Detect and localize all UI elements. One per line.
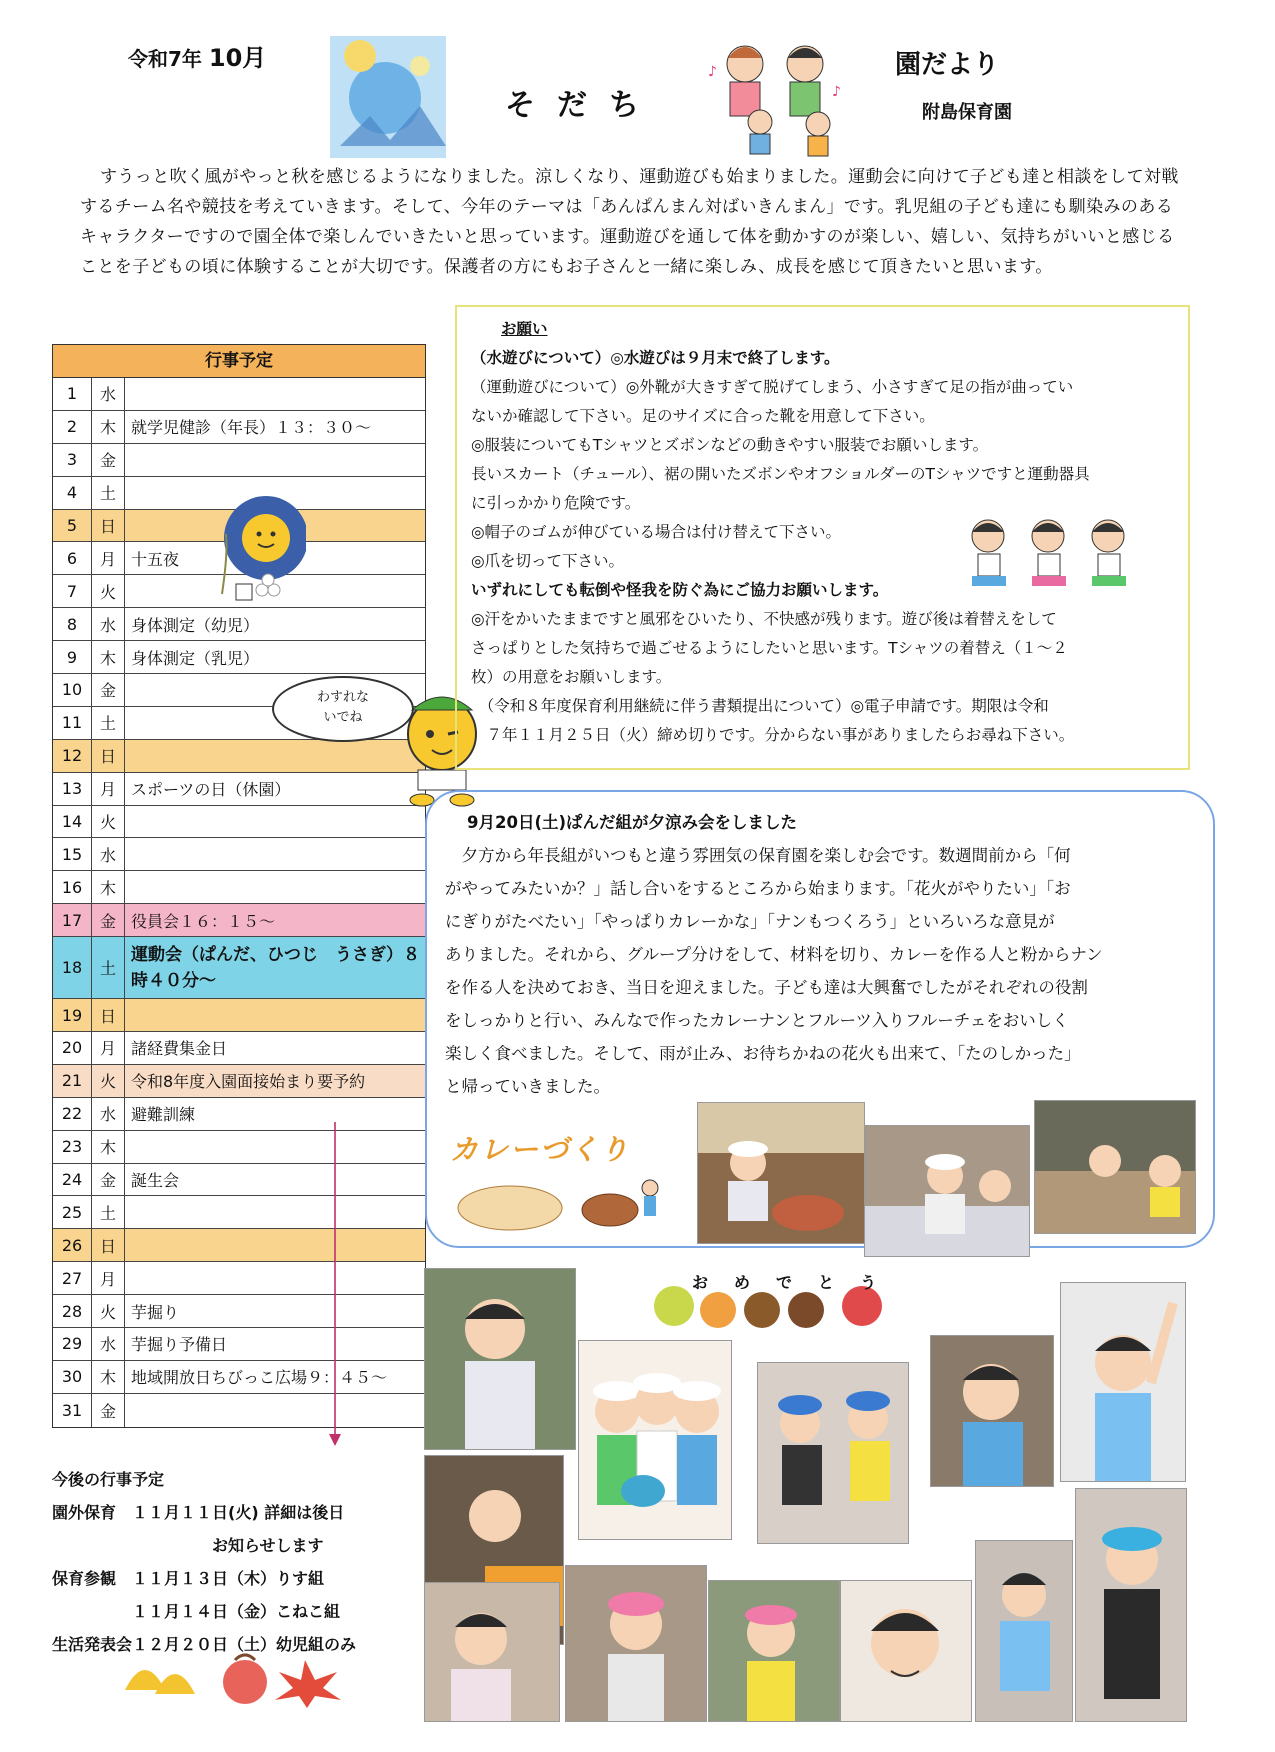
schedule-event: 役員会１６：１５～ — [131, 911, 276, 931]
birthday-text — [692, 1270, 876, 1293]
schedule-weekday: 水 — [92, 608, 125, 640]
schedule-weekday: 月 — [92, 542, 125, 574]
schedule-day: 21 — [53, 1065, 92, 1097]
event-line: を作る人を決めておき、当日を迎えました。子ども達は大興奮でしたがそれぞれの役割 — [445, 978, 1088, 997]
schedule-weekday: 木 — [92, 1361, 125, 1393]
schedule-day: 13 — [53, 773, 92, 805]
schedule-row — [53, 1196, 425, 1229]
birthday-photo-7 — [424, 1582, 560, 1722]
notice-line: ◎帽子のゴムが伸びている場合は付け替えて下さい。 — [471, 523, 842, 541]
autumn-leaves-icon — [115, 1650, 355, 1710]
notice-line: ◎汗をかいたままですと風邪をひいたり、不快感が残ります。遊び後は着替えをして — [471, 610, 1057, 628]
upcoming-line: 保育参観 １１月１３日（木）りす組 — [52, 1569, 325, 1588]
upcoming-line: 園外保育 １１月１１日(火) 詳細は後日 — [52, 1503, 345, 1522]
svg-text:♪: ♪ — [832, 84, 841, 100]
schedule-event: 就学児健診（年長）１３：３０～ — [131, 418, 372, 438]
schedule-day: 24 — [53, 1164, 92, 1196]
schedule-weekday: 月 — [92, 773, 125, 805]
schedule-day: 25 — [53, 1196, 92, 1228]
schedule-event: 十五夜 — [131, 549, 180, 569]
schedule-day: 18 — [53, 937, 92, 998]
notice-line: に引っかかり危険です。 — [471, 494, 641, 512]
schedule-row — [53, 378, 425, 411]
birthday-letter: お — [692, 1273, 709, 1292]
balloon-line-1: わすれな — [316, 690, 369, 705]
event-photo-1 — [697, 1102, 865, 1244]
period-arrow — [328, 1122, 342, 1448]
notice-line: いずれにしても転倒や怪我を防ぐ為にご協力お願いします。 — [471, 581, 889, 599]
birthday-letter: め — [734, 1273, 751, 1292]
birthday-photo-5 — [1060, 1282, 1186, 1482]
schedule-event — [125, 1196, 425, 1228]
schedule-weekday: 金 — [92, 444, 125, 476]
schedule-weekday: 火 — [92, 1295, 125, 1327]
schedule-day: 19 — [53, 999, 92, 1031]
schedule-row — [53, 904, 425, 937]
event-photo-3 — [1034, 1100, 1196, 1234]
birthday-photo-4 — [930, 1335, 1054, 1487]
notice-heading: お願い — [501, 320, 548, 338]
curry-pot-icon — [450, 1168, 670, 1238]
schedule-row — [53, 1164, 425, 1197]
schedule-weekday: 水 — [92, 838, 125, 870]
schedule-weekday: 日 — [92, 1229, 125, 1261]
schedule-event — [125, 871, 425, 903]
upcoming-line: お知らせします — [52, 1536, 324, 1555]
schedule-row — [53, 1295, 425, 1328]
schedule-weekday: 金 — [92, 904, 125, 936]
schedule-event — [125, 1394, 425, 1427]
schedule-row — [53, 806, 425, 839]
schedule-event: 誕生会 — [131, 1171, 180, 1191]
date-month: 10月 — [208, 44, 267, 72]
upcoming-events — [52, 1463, 412, 1661]
event-line: にぎりがたべたい」「やっぱりカレーかな」「ナンもつくろう」といろいろな意見が — [445, 912, 1055, 931]
notice-line: （水遊びについて）◎水遊びは９月末で終了します。 — [471, 349, 840, 367]
schedule-weekday: 金 — [92, 1164, 125, 1196]
schedule-weekday: 土 — [92, 1196, 125, 1228]
schedule-day: 11 — [53, 707, 92, 739]
schedule-weekday: 土 — [92, 707, 125, 739]
schedule-weekday: 火 — [92, 575, 125, 607]
schedule-day: 9 — [53, 641, 92, 673]
birthday-photo-12 — [1075, 1488, 1187, 1722]
schedule-day: 3 — [53, 444, 92, 476]
schedule-event: 身体測定（幼児） — [131, 615, 260, 635]
schedule-weekday: 月 — [92, 1032, 125, 1064]
notice-line: ７年１１月２５日（火）締め切りです。分からない事がありましたらお尋ね下さい。 — [471, 726, 1075, 744]
date-era: 令和7年 — [128, 47, 202, 71]
schedule-row — [53, 641, 425, 674]
schedule-event — [125, 740, 425, 772]
schedule-row — [53, 1065, 425, 1098]
schedule-event — [125, 378, 425, 410]
notice-line: （運動遊びについて）◎外靴が大きすぎて脱げてしまう、小さすぎて足の指が曲ってい — [471, 378, 1074, 396]
schedule-row — [53, 999, 425, 1032]
curry-label: カレーづくり — [450, 1133, 631, 1166]
birthday-photo-3 — [757, 1362, 909, 1544]
schedule-day: 8 — [53, 608, 92, 640]
upcoming-line: 生活発表会１２月２０日（土）幼児組のみ — [52, 1635, 357, 1654]
schedule-weekday: 日 — [92, 740, 125, 772]
schedule-day: 17 — [53, 904, 92, 936]
schedule-day: 1 — [53, 378, 92, 410]
birthday-letter: で — [776, 1273, 793, 1292]
schedule-row — [53, 411, 425, 444]
schedule-weekday: 木 — [92, 641, 125, 673]
notice-line: ◎爪を切って下さい。 — [471, 552, 625, 570]
schedule-row — [53, 1032, 425, 1065]
schedule-row — [53, 773, 425, 806]
schedule-event: 地域開放日ちびっこ広場９：４５～ — [131, 1368, 388, 1388]
moon-collage-image — [330, 36, 446, 158]
schedule-weekday: 木 — [92, 1131, 125, 1163]
schedule-row — [53, 1262, 425, 1295]
schedule-row — [53, 608, 425, 641]
schedule-day: 5 — [53, 510, 92, 542]
event-line: 夕方から年長組がいつもと違う雰囲気の保育園を楽しむ会です。数週間前から「何 — [445, 846, 1071, 865]
schedule-row — [53, 1328, 425, 1361]
birthday-photo-2 — [578, 1340, 732, 1540]
exercising-children-image — [700, 36, 850, 158]
schedule-event: 運動会（ぱんだ、ひつじ うさぎ）８時４０分～ — [131, 944, 420, 991]
schedule-weekday: 水 — [92, 1098, 125, 1130]
schedule-row — [53, 1229, 425, 1262]
svg-text:♪: ♪ — [708, 64, 717, 80]
schedule-day: 16 — [53, 871, 92, 903]
schedule-event — [125, 999, 425, 1031]
schedule-weekday: 日 — [92, 999, 125, 1031]
schedule-row — [53, 838, 425, 871]
schedule-day: 27 — [53, 1262, 92, 1294]
notice-line: （令和８年度保育利用継続に伴う書類提出について）◎電子申請です。期限は令和 — [471, 697, 1049, 715]
schedule-row — [53, 740, 425, 773]
schedule-weekday: 木 — [92, 871, 125, 903]
schedule-weekday: 金 — [92, 674, 125, 706]
event-line: 楽しく食べました。そして、雨が止み、お待ちかねの花火も出来て、「たのしかった」 — [445, 1044, 1081, 1063]
schedule-day: 28 — [53, 1295, 92, 1327]
schedule-weekday: 土 — [92, 937, 125, 998]
birthday-photo-11 — [975, 1540, 1073, 1722]
newsletter-title: そだち — [505, 88, 661, 123]
schedule-day: 7 — [53, 575, 92, 607]
schedule-day: 15 — [53, 838, 92, 870]
curry-making-illustration — [450, 1128, 670, 1238]
birthday-banner — [652, 1270, 887, 1336]
schedule-day: 10 — [53, 674, 92, 706]
schedule-day: 20 — [53, 1032, 92, 1064]
upcoming-line: １１月１４日（金）こねこ組 — [52, 1602, 341, 1621]
schedule-day: 22 — [53, 1098, 92, 1130]
schedule-weekday: 火 — [92, 806, 125, 838]
schedule-event — [125, 806, 425, 838]
event-line: がやってみたいか？」話し合いをするところから始まります。「花火がやりたい」「お — [445, 879, 1071, 898]
upcoming-title: 今後の行事予定 — [52, 1470, 165, 1489]
schedule-title: 行事予定 — [53, 345, 425, 378]
issue-date — [128, 38, 266, 73]
schedule-event: 身体測定（乳児） — [131, 648, 260, 668]
schedule-event: スポーツの日（休園） — [131, 780, 291, 800]
notice-line: 枚）の用意をお願いします。 — [471, 668, 672, 686]
schedule-weekday: 火 — [92, 1065, 125, 1097]
schedule-weekday: 月 — [92, 1262, 125, 1294]
schedule-row — [53, 871, 425, 904]
school-name: 附島保育園 — [922, 102, 1012, 123]
schedule-event — [125, 1131, 425, 1163]
schedule-day: 4 — [53, 477, 92, 509]
schedule-event: 避難訓練 — [131, 1105, 196, 1125]
balloon-line-2: いでね — [323, 710, 363, 725]
notice-line: さっぱりとした気持ちで過ごせるようにしたいと思います。Tシャツの着替え（１～２ — [471, 639, 1068, 657]
schedule-row — [53, 1131, 425, 1164]
schedule-event: 令和8年度入園面接始まり要予約 — [131, 1072, 366, 1092]
schedule-row — [53, 1394, 425, 1427]
event-title: 9月20日(土)ぱんだ組が夕涼み会をしました — [467, 813, 798, 832]
newsletter-label: 園だより — [895, 50, 1000, 80]
intro-paragraph: すうっと吹く風がやっと秋を感じるようになりました。涼しくなり、運動遊びも始まりました。運動会に向けて子ども達と相談をして対戦するチーム名や競技を考えていきます。そして、今年のテーマは「あんぱんまん対ばいきんまん」です。乳児組の子ども達にも馴染みのあるキャラクターですので園全体で楽しんでいきたいと思っています。運動遊びを通して体を動かすのが楽しい、嬉しい、気持ちがいいと感じることを子どもの頃に体験することが大切です。保護者の方にもお子さんと一緒に楽しみ、成長を感じて頂きたいと思います。 — [80, 167, 1179, 277]
notice-line: ないか確認して下さい。足のサイズに合った靴を用意して下さい。 — [471, 407, 935, 425]
event-line: と帰っていきました。 — [445, 1077, 610, 1096]
schedule-row — [53, 444, 425, 477]
schedule-weekday: 金 — [92, 1394, 125, 1427]
schedule-weekday: 木 — [92, 411, 125, 443]
schedule-day: 12 — [53, 740, 92, 772]
notice-line: 長いスカート（チュール）、裾の開いたズボンやオフショルダーのTシャツですと運動器具 — [471, 465, 1090, 483]
schedule-weekday: 水 — [92, 378, 125, 410]
birthday-letter: う — [860, 1273, 877, 1292]
schedule-event — [125, 1262, 425, 1294]
schedule-day: 14 — [53, 806, 92, 838]
schedule-event — [125, 444, 425, 476]
schedule-event — [125, 1229, 425, 1261]
schedule-weekday: 日 — [92, 510, 125, 542]
schedule-day: 29 — [53, 1328, 92, 1360]
schedule-event: 芋掘り予備日 — [131, 1335, 228, 1355]
birthday-photo-10 — [840, 1580, 972, 1722]
schedule-event: 芋掘り — [131, 1302, 180, 1322]
schedule-day: 2 — [53, 411, 92, 443]
birthday-photo-9 — [708, 1580, 840, 1722]
schedule-row — [53, 1361, 425, 1394]
notice-line: ◎服装についてもTシャツとズボンなどの動きやすい服装でお願いします。 — [471, 436, 989, 454]
schedule-event: 諸経費集金日 — [131, 1039, 228, 1059]
schedule-row — [53, 937, 425, 999]
schedule-row — [53, 1098, 425, 1131]
children-exercise-icon — [958, 514, 1134, 592]
event-line: をしっかりと行い、みんなで作ったカレーナンとフルーツ入りフルーチェをおいしく — [445, 1011, 1069, 1030]
schedule-event — [125, 838, 425, 870]
birthday-letter: と — [818, 1273, 835, 1292]
schedule-day: 26 — [53, 1229, 92, 1261]
schedule-day: 6 — [53, 542, 92, 574]
birthday-photo-8 — [565, 1565, 707, 1722]
schedule-weekday: 土 — [92, 477, 125, 509]
moon-viewing-icon — [214, 494, 306, 602]
schedule-weekday: 水 — [92, 1328, 125, 1360]
birthday-photo-1 — [424, 1268, 576, 1450]
schedule-day: 30 — [53, 1361, 92, 1393]
event-photo-2 — [864, 1125, 1030, 1257]
schedule-day: 23 — [53, 1131, 92, 1163]
event-line: ありました。それから、グループ分けをして、材料を切り、カレーを作る人と粉からナン — [445, 945, 1103, 964]
schedule-day: 31 — [53, 1394, 92, 1427]
